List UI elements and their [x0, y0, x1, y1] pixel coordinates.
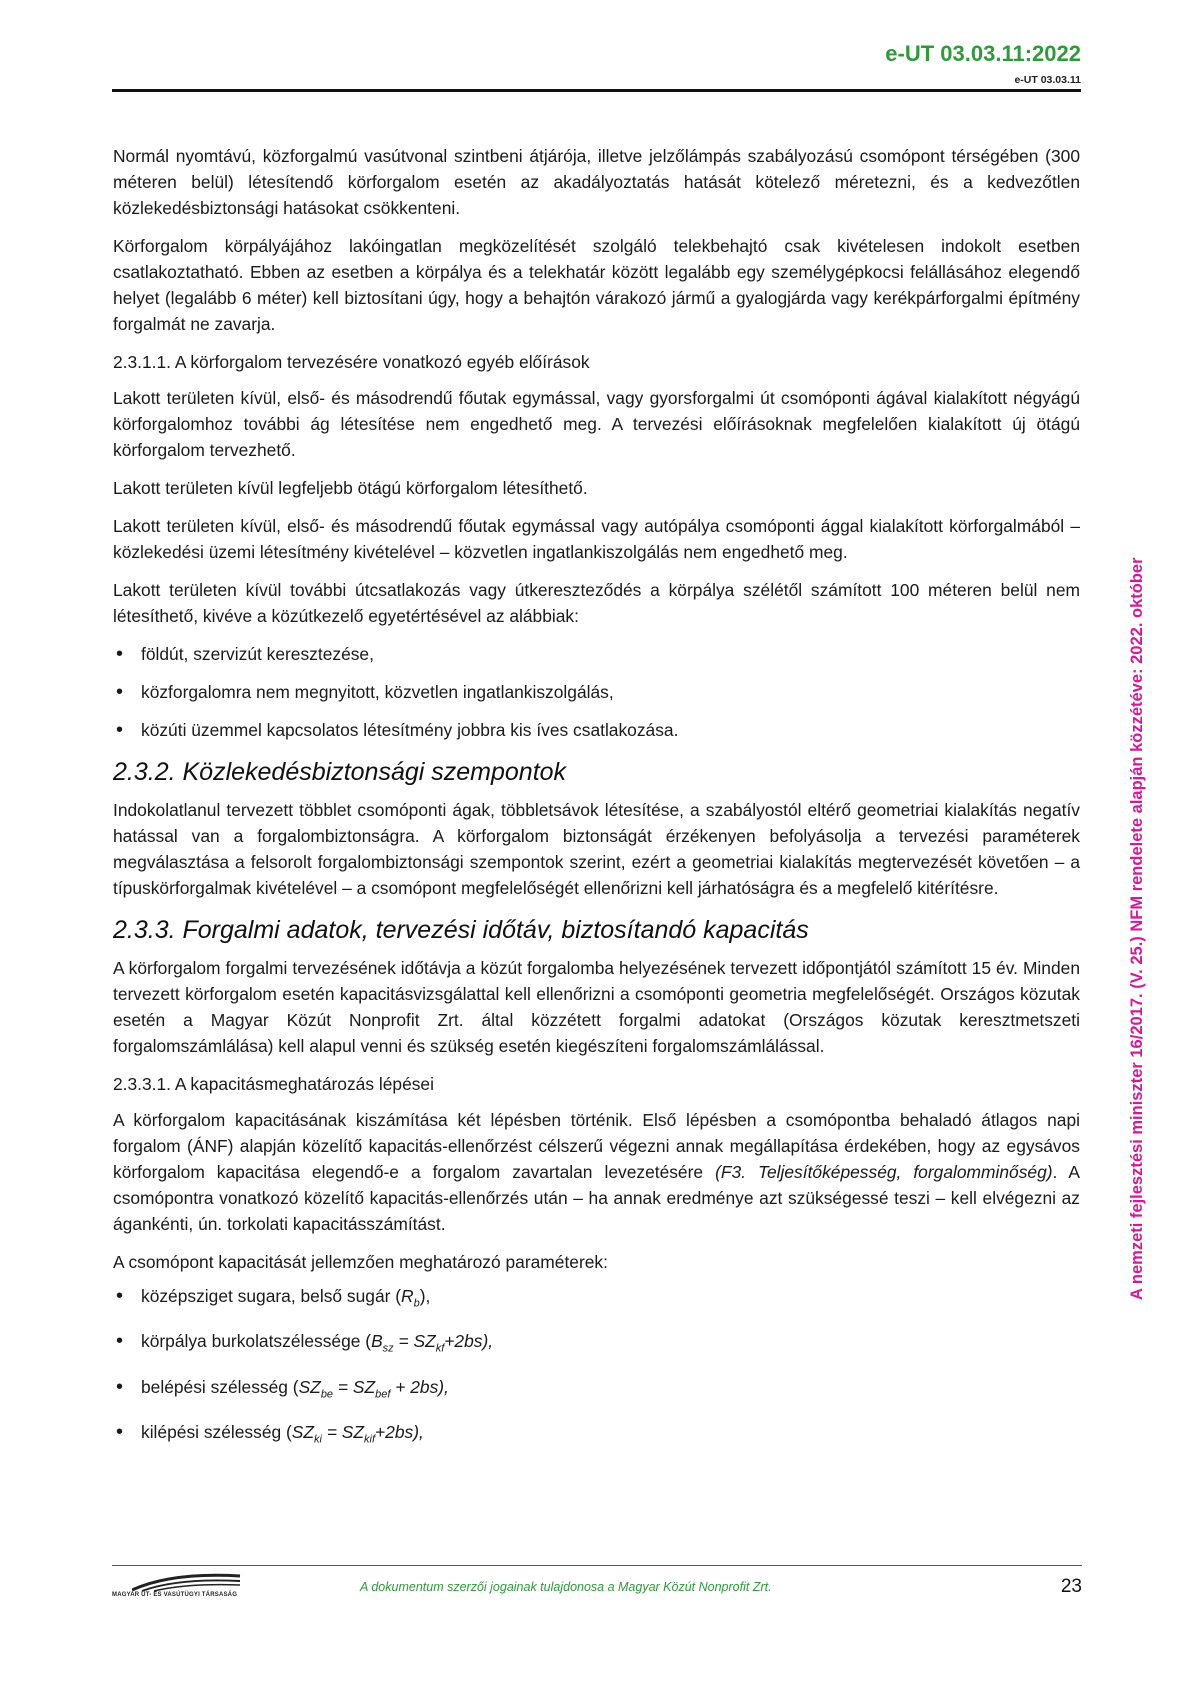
paragraph: Körforgalom körpályájához lakóingatlan megközelítését szolgáló telekbehajtó csak kivételesen indokolt esetben csatlakoztatható. Ebben az esetben a körpálya és a telekhatár között legalább egy személygépkocsi felállásához elegendő helyet (legalább 6 méter) kell biztosítani úgy, hogy a behajtón várakozó jármű a gyalogjárda vagy kerékpárforgalmi építmény forgalmát ne zavarja. — [113, 236, 1080, 334]
document-subcode: e-UT 03.03.11 — [1014, 74, 1081, 86]
page-content — [113, 143, 1080, 1465]
page-number: 23 — [1060, 1576, 1082, 1597]
param-text: kilépési szélesség ( — [141, 1422, 292, 1443]
paragraph: A csomópont kapacitását jellemzően meghatározó paraméterek: — [113, 1252, 608, 1272]
bullet-list — [113, 641, 1080, 743]
paragraph: A körforgalom forgalmi tervezésének időtávja a közút forgalomba helyezésének tervezett időpontjától számított 15 év. Minden tervezett körforgalom esetén kapacitásvizsgálattal kell ellenőrizni a csomóponti geometria megfelelőségét. Országos közutak esetén a Magyar Közút Nonprofit Zrt. által közzétett forgalmi adatokat (Országos közutak keresztmetszeti forgalomszámlálása) kell alapul venni és szükség esetén kiegészíteni forgalomszámlálással. — [113, 958, 1080, 1056]
param-text: ), — [419, 1286, 431, 1306]
subsection-heading: 2.3.3.1. A kapacitásmeghatározás lépései — [113, 1074, 434, 1094]
list-item — [113, 1374, 1080, 1407]
list-item — [113, 1419, 1080, 1452]
list-item — [113, 1283, 1080, 1316]
param-text: belépési szélesség ( — [141, 1376, 299, 1397]
document-code: e-UT 03.03.11:2022 — [885, 41, 1081, 66]
list-item: • földút, szervizút keresztezése, — [113, 641, 1080, 667]
param-text: körpálya burkolatszélessége ( — [141, 1331, 372, 1352]
paragraph: Lakott területen kívül, első- és másodrendű főutak egymással vagy autópálya csomóponti ággal kialakított körforgalmából – közlekedési üzemi létesítmény kivételével – közvetlen ingatlankiszolgálás nem engedhető meg. — [113, 516, 1080, 562]
formula: $R_b$ — [401, 1286, 420, 1310]
formula: $B_{sz} = SZ_{kf}+2bs$), — [371, 1331, 494, 1355]
list-item — [113, 1328, 1080, 1361]
paragraph-text: A körforgalom kapacitásának kiszámítása két lépésben történik. Első lépésben a csomópontba behaladó átlagos napi forgalom (ÁNF) alapján közelítő kapacitás-ellenőrzést célszerű végezni annak megállapítása érdekében, hogy az egysávos körforgalom kapacitása elegendő-e a forgalom zavartalan levezetésére — [113, 1110, 1080, 1182]
paragraph: Normál nyomtávú, közforgalmú vasútvonal szintbeni átjárója, illetve jelzőlámpás szabályozású csomópont térségében (300 méteren belül) létesítendő körforgalom esetén az akadályoztatás hatását kötelező méretezni, és a kedvezőtlen közlekedésbiztonsági hatásokat csökkenteni. — [113, 146, 1080, 218]
formula: $SZ_{be} = SZ_{bef} + 2bs$), — [298, 1376, 449, 1401]
cross-reference: (F3. Teljesítőképesség, forgalomminőség) — [715, 1162, 1053, 1182]
parameter-list — [113, 1283, 1080, 1453]
header-rule — [112, 89, 1081, 92]
section-heading: 2.3.2. Közlekedésbiztonsági szempontok — [113, 758, 567, 786]
publication-side-note: A nemzeti fejlesztési miniszter 16/2017. (V. 25.) NFM rendelete alapján közzétéve: 2022. október — [1128, 557, 1146, 1300]
section-heading: 2.3.3. Forgalmi adatok, tervezési időtáv, biztosítandó kapacitás — [113, 916, 809, 944]
paragraph: Lakott területen kívül legfeljebb ötágú körforgalom létesíthető. — [113, 478, 588, 498]
param-text: középsziget sugara, belső sugár ( — [141, 1286, 402, 1306]
paragraph — [113, 1107, 1080, 1237]
society-logo — [112, 1570, 257, 1604]
list-item: • közúti üzemmel kapcsolatos létesítmény jobbra kis íves csatlakozása. — [113, 717, 1080, 743]
paragraph: Indokolatlanul tervezett többlet csomóponti ágak, többletsávok létesítése, a szabályostól eltérő geometriai kialakítás negatív hatással van a forgalombiztonságra. A körforgalom biztonságát érzékenyen befolyásolja a tervezési paraméterek megválasztása a felsorolt forgalombiztonsági szempontok szerint, ezért a geometriai kialakítás megtervezését követően – a típuskörforgalmak kivételével – a csomópont megfelelőségét ellenőrizni kell járhatóságra és a megfelelő kitérítésre. — [113, 800, 1080, 898]
copyright-note: A dokumentum szerzői jogainak tulajdonosa a Magyar Közút Nonprofit Zrt. — [360, 1580, 772, 1594]
logo-text: MAGYAR ÚT- ÉS VASÚTÜGYI TÁRSASÁG — [112, 1592, 238, 1598]
page-footer — [112, 1565, 1082, 1606]
paragraph-text: . A csomópontra vonatkozó közelítő kapacitás-ellenőrzés után – ha annak eredménye azt szükségessé teszi – kell elvégezni az ágankénti, ún. torkolati kapacitásszámítást. — [113, 1162, 1081, 1234]
paragraph: Lakott területen kívül további útcsatlakozás vagy útkereszteződés a körpálya szélétől számított 100 méteren belül nem létesíthető, kivéve a közútkezelő egyetértésével az alábbiak: — [113, 580, 1080, 626]
paragraph: Lakott területen kívül, első- és másodrendű főutak egymással, vagy gyorsforgalmi út csomóponti ágával kialakított négyágú körforgalomhoz további ág létesítése nem engedhető meg. A tervezési előírásoknak megfelelően kialakított új ötágú körforgalom tervezhető. — [113, 388, 1080, 460]
formula: $SZ_{ki} = SZ_{kif}+2bs$), — [291, 1422, 424, 1446]
list-item: • közforgalomra nem megnyitott, közvetlen ingatlankiszolgálás, — [113, 679, 1080, 705]
page-header — [112, 40, 1081, 92]
subsection-heading: 2.3.1.1. A körforgalom tervezésére vonatkozó egyéb előírások — [113, 352, 590, 372]
road-logo-icon — [132, 1570, 242, 1592]
